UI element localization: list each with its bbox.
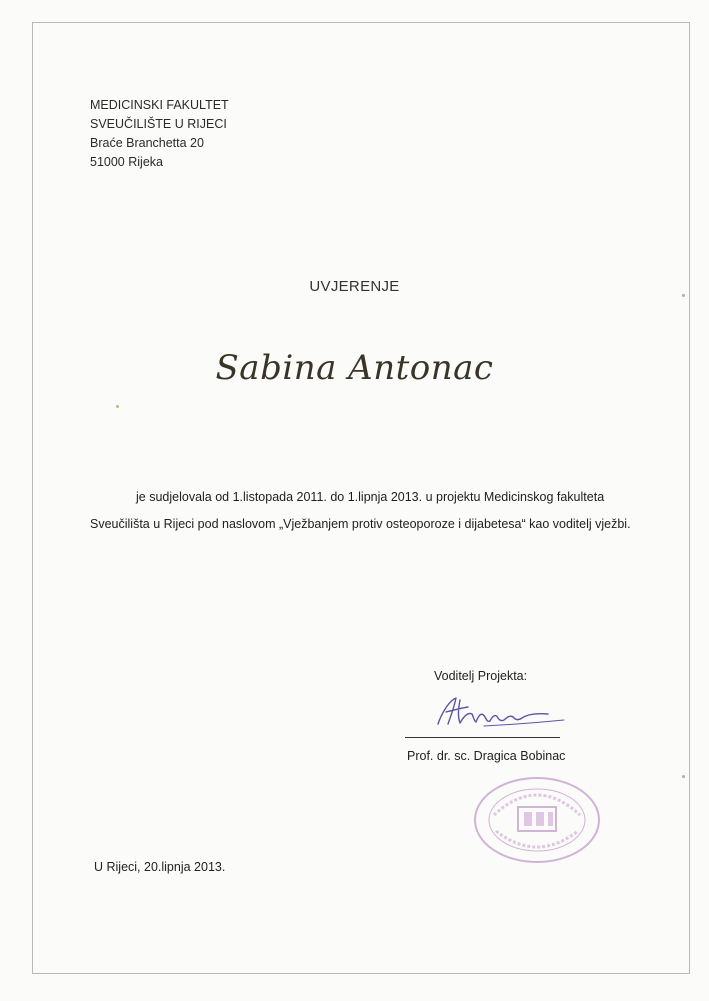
signature-role: Voditelj Projekta: [434, 669, 528, 683]
place-and-date: U Rijeci, 20.lipnja 2013. [94, 860, 226, 874]
sender-line-city: 51000 Rijeka [90, 155, 163, 169]
paper-speck [116, 405, 119, 408]
official-stamp [472, 775, 602, 865]
sender-line-university: SVEUČILIŠTE U RIJECI [90, 117, 227, 131]
sender-line-faculty: MEDICINSKI FAKULTET [90, 98, 229, 112]
sender-address [90, 96, 229, 172]
signatory-name: Prof. dr. sc. Dragica Bobinac [407, 749, 566, 763]
paper-speck [682, 775, 685, 778]
paper-speck [682, 294, 685, 297]
handwritten-signature [424, 690, 574, 732]
recipient-name: Sabina Antonac [215, 348, 494, 388]
body-paragraph: je sudjelovala od 1.listopada 2011. do 1.lipnja 2013. u projektu Medicinskog fakulteta Sveučilišta u Rijeci pod naslovom „Vježbanjem protiv osteoporoze i dijabetesa“ kao voditelj vježbi. [90, 490, 631, 531]
signature-line [405, 737, 560, 738]
document-title: UVJERENJE [309, 278, 400, 295]
sender-line-street: Braće Branchetta 20 [90, 136, 204, 150]
certificate-body [90, 484, 650, 538]
